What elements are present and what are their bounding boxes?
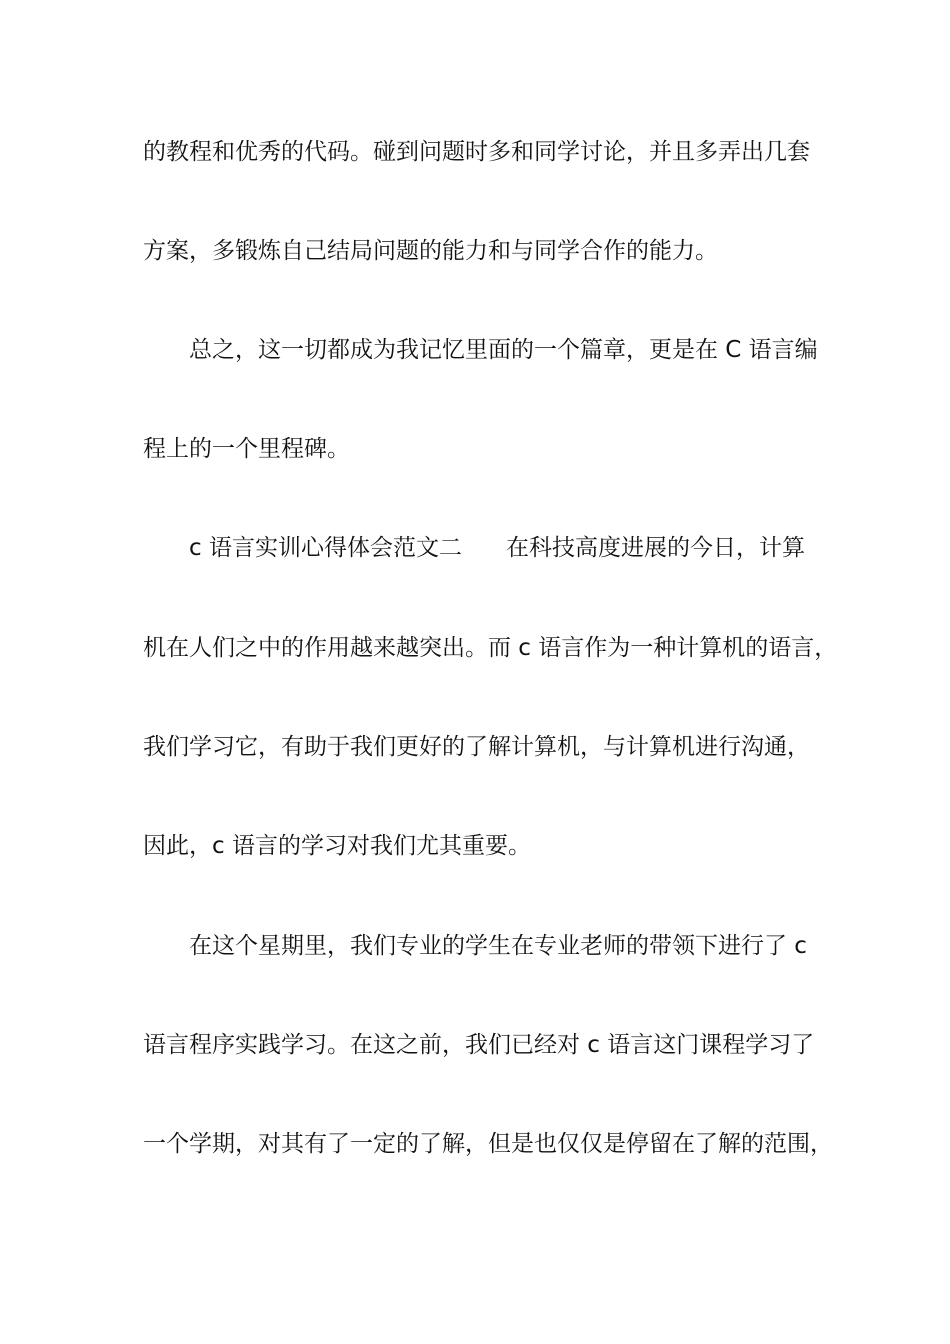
text-line: 语言程序实践学习。在这之前，我们已经对 c 语言这门课程学习了 bbox=[143, 1032, 815, 1058]
text-line: 机在人们之中的作用越来越突出。而 c 语言作为一种计算机的语言， bbox=[143, 635, 838, 661]
text-fragment: 在科技高度进展的今日，计算 bbox=[505, 535, 805, 561]
text-line: 我们学习它，有助于我们更好的了解计算机，与计算机进行沟通， bbox=[143, 734, 810, 760]
text-line: 总之，这一切都成为我记忆里面的一个篇章，更是在 C 语言编 bbox=[189, 337, 818, 363]
text-line: 的教程和优秀的代码。碰到问题时多和同学讨论，并且多弄出几套 bbox=[143, 139, 810, 165]
section-heading: c 语言实训心得体会范文二 bbox=[189, 535, 462, 561]
text-line: 一个学期，对其有了一定的了解，但是也仅仅是停留在了解的范围， bbox=[143, 1131, 833, 1157]
text-line: 在这个星期里，我们专业的学生在专业老师的带领下进行了 c bbox=[189, 933, 807, 959]
text-line: 方案，多锻炼自己结局问题的能力和与同学合作的能力。 bbox=[143, 238, 718, 264]
section-heading-line bbox=[189, 528, 823, 568]
text-line: 程上的一个里程碑。 bbox=[143, 436, 350, 462]
text-line: 因此，c 语言的学习对我们尤其重要。 bbox=[143, 833, 531, 859]
